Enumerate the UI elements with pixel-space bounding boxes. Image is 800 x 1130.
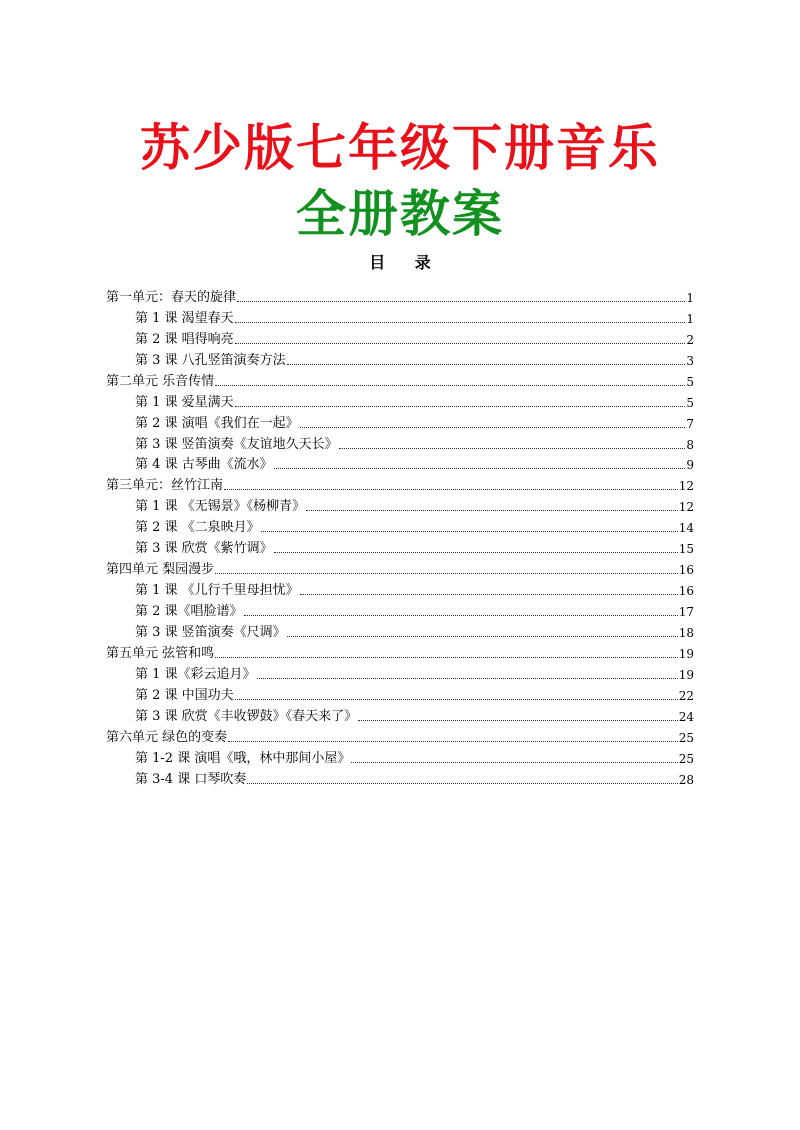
toc-lesson-entry[interactable] bbox=[106, 432, 694, 453]
toc-page-number: 19 bbox=[678, 646, 694, 661]
toc-page-number: 5 bbox=[686, 374, 694, 389]
toc-entry-title: 第 3 课 竖笛演奏《友谊地久天长》 bbox=[135, 436, 338, 452]
toc-dot-leader bbox=[215, 385, 685, 386]
toc-page-number: 15 bbox=[678, 542, 694, 557]
toc-page-number: 28 bbox=[678, 772, 694, 787]
toc-entry-title: 第三单元：丝竹江南 bbox=[106, 478, 224, 494]
toc-unit-entry[interactable] bbox=[106, 473, 694, 494]
toc-page-number: 9 bbox=[686, 458, 694, 473]
toc-unit-entry[interactable] bbox=[106, 641, 694, 662]
toc-page-number: 8 bbox=[686, 437, 694, 452]
toc-page-number: 1 bbox=[686, 311, 694, 326]
table-of-contents bbox=[106, 285, 694, 788]
toc-page-number: 3 bbox=[686, 353, 694, 368]
toc-lesson-entry[interactable] bbox=[106, 704, 694, 725]
document-title-line1: 苏少版七年级下册音乐 bbox=[140, 118, 660, 177]
toc-dot-leader bbox=[244, 615, 678, 616]
toc-lesson-entry[interactable] bbox=[106, 515, 694, 536]
toc-dot-leader bbox=[257, 678, 678, 679]
toc-dot-leader bbox=[300, 594, 678, 595]
toc-entry-title: 第 1 课 《儿行千里母担忧》 bbox=[135, 583, 299, 599]
toc-dot-leader bbox=[235, 343, 686, 344]
toc-entry-title: 第 1 课 渴望春天 bbox=[135, 310, 234, 326]
toc-page-number: 22 bbox=[678, 688, 694, 703]
toc-entry-title: 第 3 课 欣赏《紫竹调》 bbox=[135, 541, 273, 557]
toc-lesson-entry[interactable] bbox=[106, 306, 694, 327]
toc-page-number: 17 bbox=[678, 605, 694, 619]
toc-dot-leader bbox=[287, 636, 678, 637]
toc-dot-leader bbox=[224, 489, 678, 490]
toc-entry-title: 第一单元：春天的旋律 bbox=[106, 289, 237, 305]
toc-unit-entry[interactable] bbox=[106, 725, 694, 746]
toc-entry-title: 第 3-4 课 口琴吹奏 bbox=[135, 771, 247, 787]
toc-dot-leader bbox=[274, 468, 686, 469]
toc-page-number: 2 bbox=[686, 332, 694, 347]
toc-entry-title: 第六单元 绿色的变奏 bbox=[106, 729, 228, 745]
toc-dot-leader bbox=[300, 427, 686, 428]
toc-page-number: 25 bbox=[678, 751, 694, 766]
toc-page-number: 5 bbox=[686, 395, 694, 410]
toc-page-number: 16 bbox=[678, 584, 694, 599]
toc-dot-leader bbox=[215, 573, 678, 574]
toc-unit-entry[interactable] bbox=[106, 285, 694, 306]
toc-lesson-entry[interactable] bbox=[106, 599, 694, 620]
toc-lesson-entry[interactable] bbox=[106, 494, 694, 515]
toc-dot-leader bbox=[228, 741, 678, 742]
toc-entry-title: 第 2 课 唱得响亮 bbox=[135, 331, 234, 347]
document-title-line2: 全册教案 bbox=[296, 184, 504, 243]
toc-lesson-entry[interactable] bbox=[106, 620, 694, 641]
toc-entry-title: 第四单元 梨园漫步 bbox=[106, 562, 215, 578]
toc-lesson-entry[interactable] bbox=[106, 327, 694, 348]
toc-dot-leader bbox=[358, 720, 678, 721]
toc-lesson-entry[interactable] bbox=[106, 348, 694, 369]
toc-entry-title: 第 1 课 《无锡景》《杨柳青》 bbox=[135, 499, 306, 515]
toc-entry-title: 第 2 课 《二泉映月》 bbox=[135, 520, 260, 536]
toc-lesson-entry[interactable] bbox=[106, 536, 694, 557]
toc-lesson-entry[interactable] bbox=[106, 662, 694, 683]
toc-dot-leader bbox=[237, 301, 685, 302]
toc-lesson-entry[interactable] bbox=[106, 453, 694, 474]
toc-entry-title: 第 2 课 演唱《我们在一起》 bbox=[135, 415, 299, 431]
toc-dot-leader bbox=[235, 406, 686, 407]
toc-lesson-entry[interactable] bbox=[106, 767, 694, 788]
toc-lesson-entry[interactable] bbox=[106, 746, 694, 767]
toc-page-number: 24 bbox=[678, 709, 694, 724]
toc-dot-leader bbox=[261, 531, 678, 532]
toc-dot-leader bbox=[274, 552, 678, 553]
toc-dot-leader bbox=[351, 762, 677, 763]
toc-dot-leader bbox=[339, 448, 686, 449]
toc-entry-title: 第 1 课 爱星满天 bbox=[135, 394, 234, 410]
toc-lesson-entry[interactable] bbox=[106, 390, 694, 411]
toc-page-number: 1 bbox=[686, 290, 694, 305]
toc-entry-title: 第 1-2 课 演唱《哦，林中那间小屋》 bbox=[135, 750, 351, 766]
toc-entry-title: 第 3 课 欣赏《丰收锣鼓》《春天来了》 bbox=[135, 708, 358, 724]
toc-lesson-entry[interactable] bbox=[106, 411, 694, 432]
toc-entry-title: 第 2 课《唱脸谱》 bbox=[135, 604, 243, 619]
toc-page-number: 14 bbox=[678, 521, 694, 536]
toc-page-number: 25 bbox=[678, 730, 694, 745]
toc-entry-title: 第 1 课《彩云追月》 bbox=[135, 666, 256, 682]
toc-page-number: 12 bbox=[678, 479, 694, 494]
toc-heading: 目 录 bbox=[369, 253, 443, 272]
toc-dot-leader bbox=[215, 657, 678, 658]
toc-dot-leader bbox=[235, 699, 678, 700]
toc-dot-leader bbox=[287, 364, 686, 365]
toc-entry-title: 第二单元 乐音传情 bbox=[106, 373, 215, 389]
toc-unit-entry[interactable] bbox=[106, 369, 694, 390]
toc-dot-leader bbox=[247, 783, 677, 784]
toc-page-number: 12 bbox=[678, 500, 694, 515]
toc-dot-leader bbox=[306, 510, 678, 511]
toc-lesson-entry[interactable] bbox=[106, 683, 694, 704]
toc-entry-title: 第 4 课 古琴曲《流水》 bbox=[135, 457, 273, 473]
toc-lesson-entry[interactable] bbox=[106, 578, 694, 599]
toc-entry-title: 第 3 课 竖笛演奏《尺调》 bbox=[135, 624, 286, 640]
toc-dot-leader bbox=[235, 322, 686, 323]
toc-page-number: 18 bbox=[678, 625, 694, 640]
toc-page-number: 19 bbox=[678, 667, 694, 682]
toc-entry-title: 第 3 课 八孔竖笛演奏方法 bbox=[135, 352, 286, 368]
toc-page-number: 16 bbox=[678, 563, 694, 578]
toc-entry-title: 第五单元 弦管和鸣 bbox=[106, 645, 215, 661]
toc-entry-title: 第 2 课 中国功夫 bbox=[135, 687, 234, 703]
toc-page-number: 7 bbox=[686, 416, 694, 431]
toc-unit-entry[interactable] bbox=[106, 557, 694, 578]
